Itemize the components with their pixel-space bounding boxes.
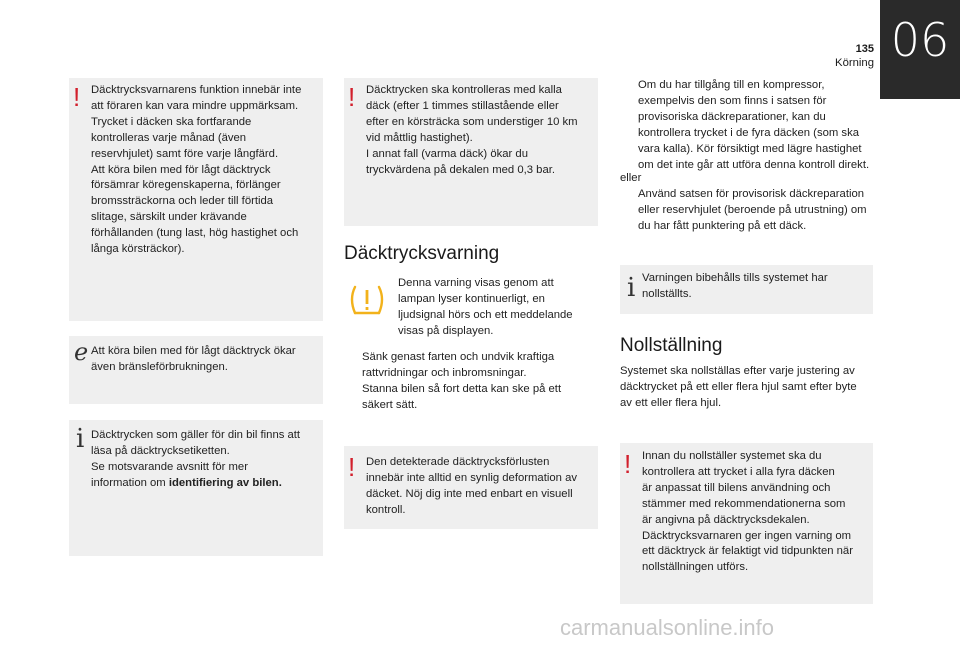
warning-box	[344, 78, 598, 226]
eco-text: Att köra bilen med för lågt däcktryck ökar även bränsleförbrukningen.	[91, 345, 296, 373]
warning-box	[69, 78, 323, 321]
list-item	[344, 382, 598, 414]
warning-text: Däcktrycksvarnarens funktion innebär inte att föraren kan vara mindre uppmärksam. Trycket i däcken ska fortfarande kontrolleras varje månad (även reservhjulet) samt före varje långfärd. Att köra bilen med för lågt däcktryck försämrar köregenskaperna, förlänger bromssträckorna och leder till förtida slitage, särskilt under krävande förhållanden (tung last, hög hastighet och långa körsträckor).	[91, 84, 302, 256]
warning-exclamation-icon: !	[348, 82, 356, 112]
section-title: Körning	[835, 57, 874, 69]
warning-text: Däcktrycken ska kontrolleras med kalla däck (efter 1 timmes stillastående eller efter en körsträcka som understiger 10 km vid måttlig hastighet). I annat fall (varma däck) ökar du tryckvärdena på dekalen med 0,3 bar.	[366, 84, 578, 176]
eco-leaf-icon: ℯ	[74, 338, 89, 366]
chapter-tab	[880, 0, 960, 99]
info-box	[620, 265, 873, 314]
bullet-text: Stanna bilen så fort detta kan ske på ett säkert sätt.	[362, 383, 562, 411]
eco-box	[69, 336, 323, 404]
bullet-text: Om du har tillgång till en kompressor, exempelvis den som finns i satsen för provisoriska däckreparationer, kan du kontrollera trycket i de fyra däcken (som ska vara kalla). Kör försiktigt med lägre hastighet om det inte går att utföra denna kontroll direkt.	[638, 79, 870, 171]
warning-text: Den detekterade däcktrycksförlusten innebär inte alltid en synlig deformation av däcket. Nöj dig inte med enbart en visuell kontroll.	[366, 456, 578, 516]
warning-box	[620, 443, 873, 604]
tpms-description: Denna varning visas genom att lampan lyser kontinuerligt, en ljudsignal hörs och ett meddelande visas på displayen.	[398, 277, 573, 337]
info-box	[69, 420, 323, 556]
warning-exclamation-icon: !	[73, 82, 81, 112]
list-item	[620, 78, 876, 174]
tire-pressure-warning-icon	[346, 283, 388, 319]
warning-text: Innan du nollställer systemet ska du kontrollera att trycket i alla fyra däcken är anpassat till bilens användning och stämmer med rekommendationerna som är angivna på däcktrycksdekalen. Däcktrycksvarnaren ger ingen varning om ett däcktryck är felaktigt vid tidpunkten när nollställningen utförs.	[642, 450, 853, 574]
info-icon: i	[76, 424, 85, 454]
section-heading: Däcktrycksvarning	[344, 243, 500, 264]
bullet-text: Använd satsen för provisorisk däckreparation eller reservhjulet (beroende på utrustning) om du har fått punktering på ett däck.	[638, 188, 867, 232]
info-text	[91, 428, 323, 492]
list-item	[344, 350, 598, 382]
warning-exclamation-icon: !	[624, 449, 632, 479]
bullet-text: Sänk genast farten och undvik kraftiga rattvridningar och inbromsningar.	[362, 351, 555, 379]
warning-exclamation-icon: !	[348, 452, 356, 482]
info-text-plain: Däcktrycken som gäller för din bil finns att läsa på däcktrycksetiketten. Se motsvarande avsnitt för mer information om	[91, 429, 301, 489]
page-number: 135	[855, 43, 874, 55]
watermark: carmanualsonline.info	[560, 615, 775, 640]
info-text-link: identifiering av bilen.	[168, 476, 282, 489]
list-item	[620, 187, 876, 235]
or-text: eller	[620, 172, 642, 184]
paragraph: Systemet ska nollställas efter varje justering av däcktrycket på ett eller flera hjul samt efter byte av ett eller flera hjul.	[620, 365, 857, 409]
warning-box	[344, 446, 598, 529]
info-icon: i	[627, 273, 636, 303]
section-heading: Nollställning	[620, 335, 723, 356]
chapter-number: 06	[890, 13, 950, 67]
info-text: Varningen bibehålls tills systemet har nollställts.	[642, 272, 828, 300]
